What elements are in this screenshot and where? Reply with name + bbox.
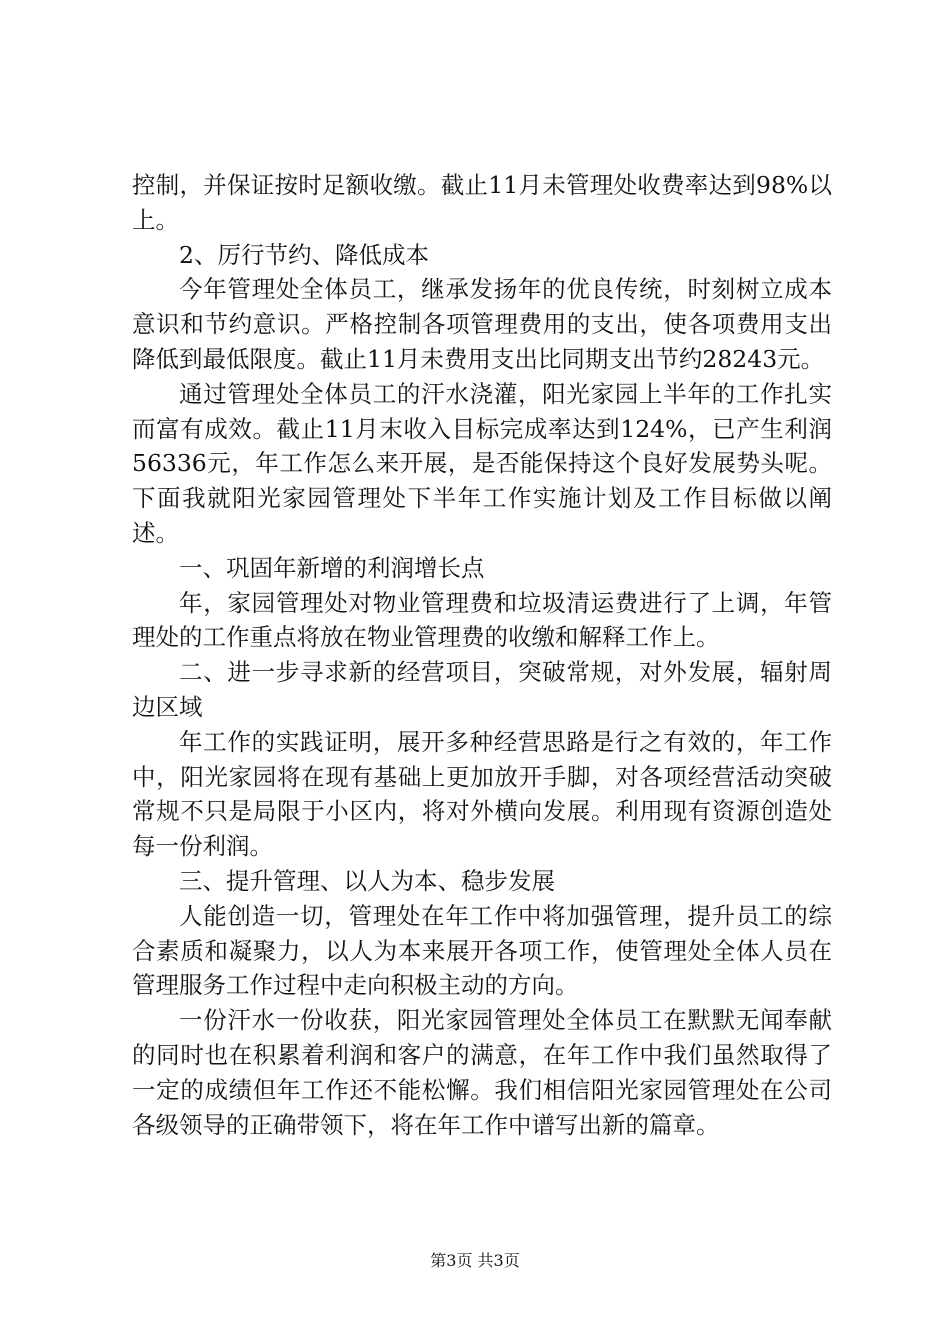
page-footer bbox=[0, 1248, 950, 1271]
heading-section-three: 三、提升管理、以人为本、稳步发展 bbox=[179, 866, 555, 895]
paragraph-conclusion: 一份汗水一份收获，阳光家园管理处全体员工在默默无闻奉献的同时也在积累着利润和客户的满意，在年工作中我们虽然取得了一定的成绩但年工作还不能松懈。我们相信阳光家园管理处在公司各级领导的正确带领下，将在年工作中谱写出新的篇章。 bbox=[132, 1006, 832, 1139]
paragraph-section-one: 年，家园管理处对物业管理费和垃圾清运费进行了上调，年管理处的工作重点将放在物业管理费的收缴和解释工作上。 bbox=[132, 588, 832, 652]
paragraph-cost-awareness: 今年管理处全体员工，继承发扬年的优良传统，时刻树立成本意识和节约意识。严格控制各项管理费用的支出，使各项费用支出降低到最低限度。截止11月未费用支出比同期支出节约28243元。 bbox=[132, 275, 832, 373]
page-number-label: 第3页 共3页 bbox=[430, 1251, 520, 1270]
heading-section-one: 一、巩固年新增的利润增长点 bbox=[179, 553, 485, 582]
paragraph-continuation: 控制，并保证按时足额收缴。截止11月未管理处收费率达到98%以上。 bbox=[132, 171, 832, 234]
paragraph-section-three: 人能创造一切，管理处在年工作中将加强管理，提升员工的综合素质和凝聚力，以人为本来展开各项工作，使管理处全体人员在管理服务工作过程中走向积极主动的方向。 bbox=[132, 901, 832, 1000]
paragraph-section-two: 年工作的实践证明，展开多种经营思路是行之有效的，年工作中，阳光家园将在现有基础上更加放开手脚，对各项经营活动突破常规不只是局限于小区内，将对外横向发展。利用现有资源创造处每一份利润。 bbox=[132, 727, 832, 861]
document-body bbox=[132, 168, 832, 1142]
heading-section-two: 二、进一步寻求新的经营项目，突破常规，对外发展，辐射周边区域 bbox=[132, 658, 832, 721]
paragraph-first-half-results: 通过管理处全体员工的汗水浇灌，阳光家园上半年的工作扎实而富有成效。截止11月末收入目标完成率达到124%，已产生利润56336元，年工作怎么来开展，是否能保持这个良好发展势头呢。下面我就阳光家园管理处下半年工作实施计划及工作目标做以阐述。 bbox=[132, 379, 832, 547]
heading-cost-saving: 2、厉行节约、降低成本 bbox=[179, 240, 429, 269]
